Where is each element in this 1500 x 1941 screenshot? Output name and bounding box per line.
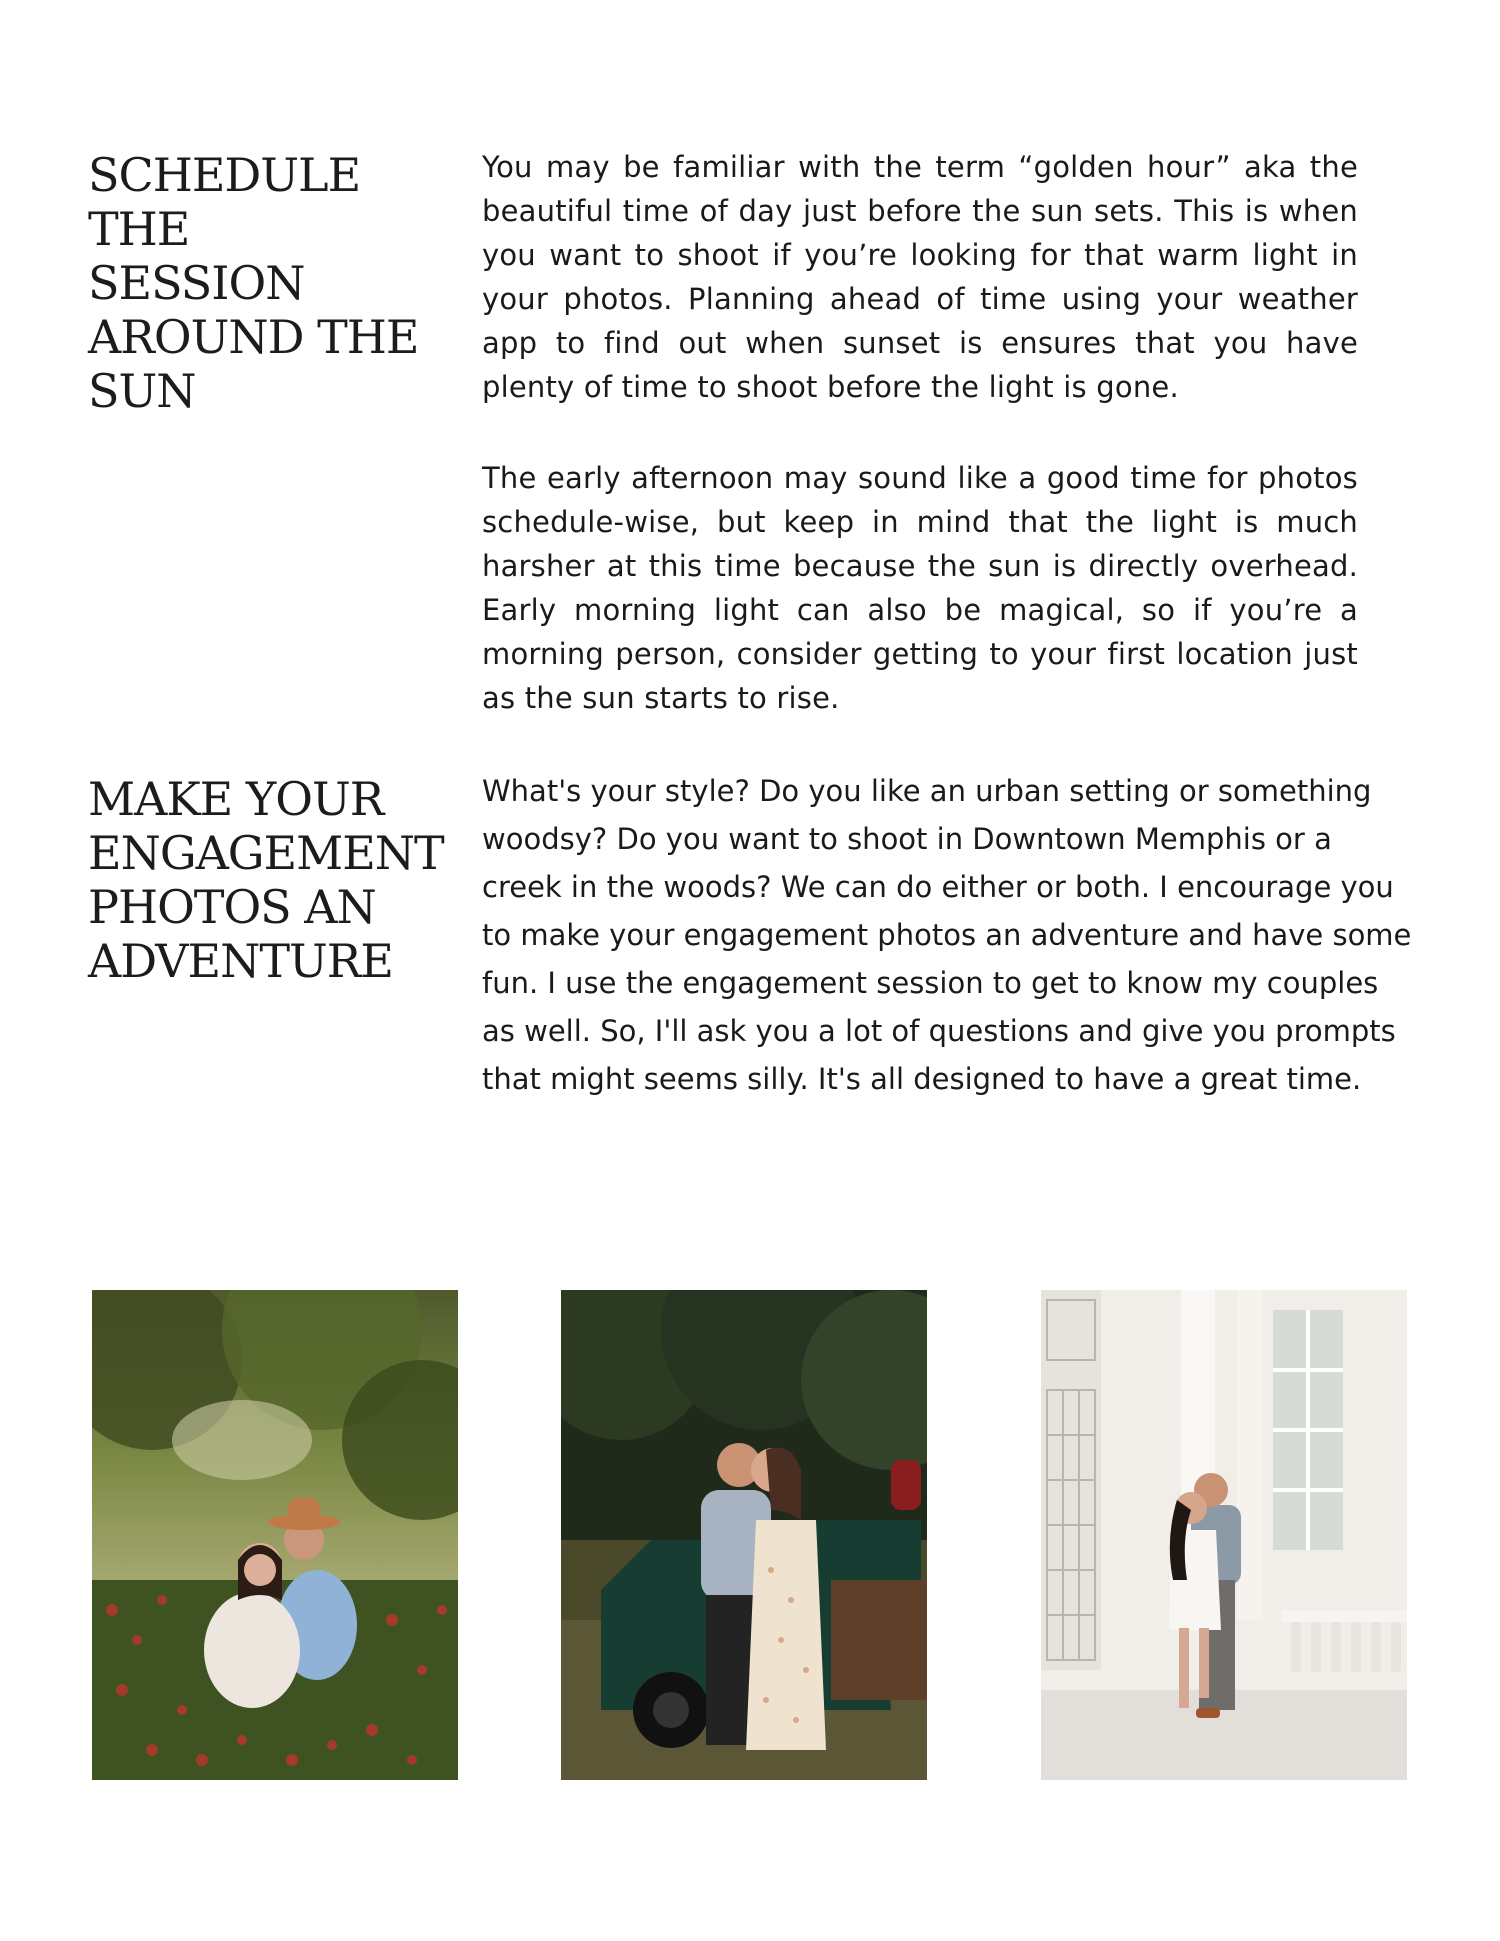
section-heading-adventure: MAKE YOUR ENGAGEMENT PHOTOS AN ADVENTURE <box>88 772 444 988</box>
photo-couple-kissing-by-green-truck <box>561 1290 927 1780</box>
photo-couple-in-flower-meadow <box>92 1290 458 1780</box>
meadow-photo-image <box>92 1290 458 1780</box>
porch-photo-image <box>1041 1290 1407 1780</box>
golden-hour-paragraph: You may be familiar with the term “golden hour” aka the beautiful time of day just before the sun sets. This is when you want to shoot if you’re looking for that warm light in your photos. Planning ahead of time using your weather app to find out when sunset is ensures that you have plenty of time to shoot before the light is gone. <box>482 150 1358 404</box>
adventure-paragraph: What's your style? Do you like an urban setting or something woodsy? Do you want to shoot in Downtown Memphis or a creek in the woods? We can do either or both. I encourage you to make your engagement photos an adventure and have some fun. I use the engagement session to get to know my couples as well. So, I'll ask you a lot of questions and give you prompts that might seems silly. It's all designed to have a great time. <box>482 774 1412 1096</box>
section-heading-schedule: SCHEDULE THE SESSION AROUND THE SUN <box>88 148 419 418</box>
truck-photo-image <box>561 1290 927 1780</box>
early-afternoon-paragraph: The early afternoon may sound like a good time for photos schedule-wise, but keep in mind that the light is much harsher at this time because the sun is directly overhead. Early morning light can also be magical, so if you’re a morning person, consider getting to your first location just as the sun starts to rise. <box>482 461 1358 715</box>
photo-couple-kissing-on-white-porch <box>1041 1290 1407 1780</box>
